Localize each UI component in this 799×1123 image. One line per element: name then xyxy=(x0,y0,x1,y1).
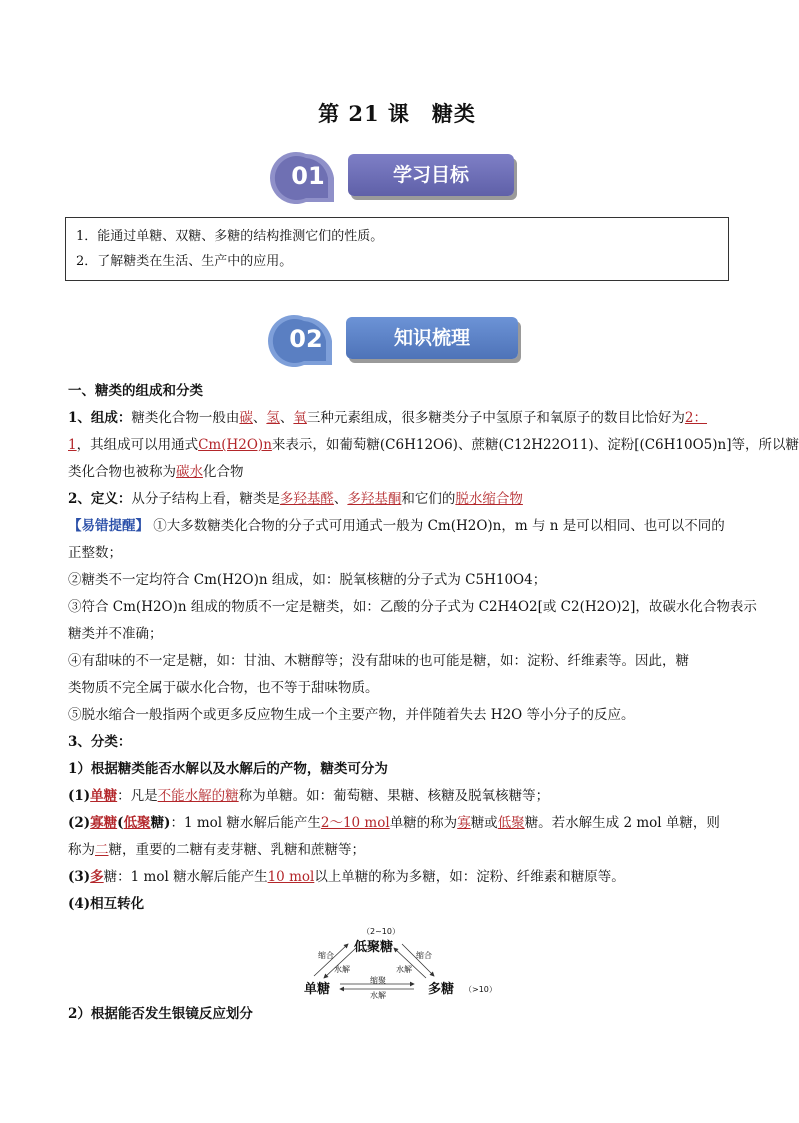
text: ：1 mol 糖水解后能产生 xyxy=(170,815,321,831)
text: ，其组成可以用通式 xyxy=(76,437,199,453)
answer-blank: 低聚 xyxy=(123,815,151,831)
page-title: 第 21 课 糖类 xyxy=(318,101,476,126)
answer-blank: 碳水 xyxy=(176,464,203,480)
tip-label: 【易错提醒】 xyxy=(68,518,149,534)
left-down-label: 水解 xyxy=(334,965,350,974)
text: 糖：1 mol 糖水解后能产生 xyxy=(103,869,268,885)
text: ( xyxy=(117,815,124,831)
badge-number: 01 xyxy=(291,162,325,190)
oligo-line-2 xyxy=(68,837,728,864)
composition-line-2 xyxy=(68,432,799,459)
text: 糖类化合物一般由 xyxy=(131,410,240,426)
text: ①大多数糖类化合物的分子式可用通式一般为 Cm(H2O)n，m 与 n 是可以相同、也可以不同的 xyxy=(153,518,725,534)
item-number: (2) xyxy=(68,815,91,831)
text: 、 xyxy=(333,491,348,507)
answer-blank: 多羟基酮 xyxy=(347,491,402,507)
answer-blank: 氢 xyxy=(266,410,280,426)
objective-item: 1．能通过单糖、双糖、多糖的结构推测它们的性质。 xyxy=(76,229,384,244)
conversion-diagram xyxy=(296,926,496,998)
answer-blank: 1 xyxy=(68,437,77,453)
text: ：凡是 xyxy=(117,788,158,804)
objectives-box xyxy=(65,217,729,281)
badge-label: 知识梳理 xyxy=(346,317,518,359)
right-down-label: 水解 xyxy=(396,965,412,974)
text: 来表示，如葡萄糖(C6H12O6)、蔗糖(C12H22O11)、淀粉[(C6H10O5)n]等，所以糖 xyxy=(271,437,799,453)
item-number: (1) xyxy=(68,788,91,804)
answer-blank: 2： xyxy=(684,410,707,426)
answer-blank: 碳 xyxy=(239,410,253,426)
oligo-node: 低聚糖 xyxy=(354,940,394,955)
text: 化合物 xyxy=(203,464,244,480)
answer-blank: 脱水缩合物 xyxy=(455,491,523,507)
definition-label: 2、定义： xyxy=(68,491,132,507)
mid-up-label: 缩聚 xyxy=(370,976,386,985)
tip-line-2: ②糖类不一定均符合 Cm(H2O)n 组成，如：脱氧核糖的分子式为 C5H10O4； xyxy=(68,572,547,588)
oligo-line-1 xyxy=(68,810,728,837)
mono-node: 单糖 xyxy=(304,982,331,997)
tip-line-3: ③符合 Cm(H2O)n 组成的物质不一定是糖类，如：乙酸的分子式为 C2H4O2[或 C2(H2O)2]，故碳水化合物表示 xyxy=(68,599,757,615)
answer-blank: 寡 xyxy=(457,815,471,831)
tip-line-1b: 正整数； xyxy=(68,545,122,561)
tip-line-5: ⑤脱水缩合一般指两个或更多反应物生成一个主要产物，并伴随着失去 H2O 等小分子的反应。 xyxy=(68,707,635,723)
text: 糖。若水解生成 2 mol 单糖，则 xyxy=(524,815,720,831)
answer-blank: 不能水解的糖 xyxy=(157,788,239,804)
answer-blank: 单糖 xyxy=(90,788,118,804)
text: 糖) xyxy=(150,815,171,831)
poly-node: 多糖 xyxy=(428,982,455,997)
text: 和它们的 xyxy=(401,491,456,507)
answer-blank: 10 mol xyxy=(267,869,315,885)
conversion-label: (4)相互转化 xyxy=(68,896,145,912)
composition-line-3 xyxy=(68,459,728,486)
classification-label: 3、分类： xyxy=(68,734,132,750)
tip-line-1 xyxy=(68,513,728,540)
section-heading: 一、糖类的组成和分类 xyxy=(68,383,203,399)
answer-blank: 多 xyxy=(90,869,104,885)
text: 糖或 xyxy=(470,815,498,831)
left-up-label: 缩合 xyxy=(318,951,334,960)
text: 从分子结构上看，糖类是 xyxy=(131,491,280,507)
badge-label: 学习目标 xyxy=(348,154,514,196)
section-badge-knowledge xyxy=(274,313,524,369)
knowledge-content xyxy=(68,378,799,918)
answer-blank: 氧 xyxy=(293,410,307,426)
poly-range-note: （>10） xyxy=(464,985,497,994)
answer-blank: 多羟基醛 xyxy=(279,491,334,507)
oligo-range-note: （2~10） xyxy=(362,927,400,936)
tip-line-4: ④有甜味的不一定是糖，如：甘油、木糖醇等；没有甜味的也可能是糖，如：淀粉、纤维素等。因此，糖 xyxy=(68,653,689,669)
mid-down-label: 水解 xyxy=(370,991,386,1000)
tip-line-4b: 类物质不完全属于碳水化合物，也不等于甜味物质。 xyxy=(68,680,379,696)
text: 单糖的称为 xyxy=(389,815,458,831)
text: 以上单糖的称为多糖，如：淀粉、纤维素和糖原等。 xyxy=(314,869,625,885)
item-number: (3) xyxy=(68,869,91,885)
answer-blank: 寡糖 xyxy=(90,815,118,831)
text: 糖，重要的二糖有麦芽糖、乳糖和蔗糖等； xyxy=(108,842,365,858)
text: 称为单糖。如：葡萄糖、果糖、核糖及脱氧核糖等； xyxy=(238,788,550,804)
answer-blank: Cm(H2O)n xyxy=(198,437,272,453)
classification-sub2: 2）根据能否发生银镜反应划分 xyxy=(68,1006,253,1022)
answer-blank: 低聚 xyxy=(497,815,525,831)
answer-blank: 二 xyxy=(95,842,109,858)
answer-blank: 2～10 mol xyxy=(320,815,390,831)
composition-line-1: 1、组成：糖类化合物一般由碳、氢、氧三种元素组成，很多糖类分子中氢原子和氧原子的数目比恰好为2： xyxy=(68,410,707,426)
text: 三种元素组成，很多糖类分子中氢原子和氧原子的数目比恰好为 xyxy=(306,410,685,426)
poly-line xyxy=(68,864,728,891)
right-up-label: 缩合 xyxy=(416,951,432,960)
text: 称为 xyxy=(68,842,95,858)
mono-line xyxy=(68,783,728,810)
section-badge-objectives xyxy=(276,150,516,206)
tip-line-3b: 糖类并不准确； xyxy=(68,626,163,642)
objective-item: 2．了解糖类在生活、生产中的应用。 xyxy=(76,254,293,269)
classification-sub1: 1）根据糖类能否水解以及水解后的产物，糖类可分为 xyxy=(68,761,388,777)
composition-label: 1、组成： xyxy=(68,410,132,426)
text: 类化合物也被称为 xyxy=(68,464,176,480)
badge-number: 02 xyxy=(289,325,323,353)
definition-line xyxy=(68,486,728,513)
